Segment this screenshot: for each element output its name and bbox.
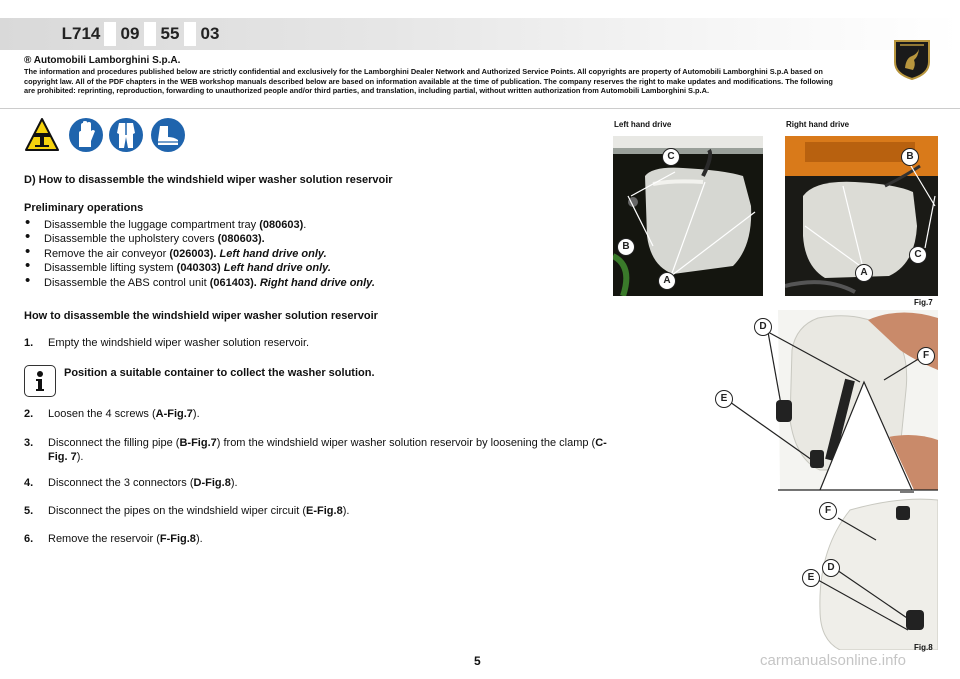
protective-gloves-icon bbox=[68, 117, 104, 153]
preliminary-title: Preliminary operations bbox=[24, 202, 144, 214]
callout-c: C bbox=[662, 148, 680, 166]
callout-e: E bbox=[715, 390, 733, 408]
safety-shoes-icon bbox=[150, 117, 186, 153]
figure-reference: F-Fig.8 bbox=[159, 533, 196, 545]
step-1 bbox=[24, 336, 624, 350]
list-item bbox=[24, 261, 375, 275]
fig7-left-photo bbox=[613, 136, 763, 296]
item-text: Disassemble the ABS control unit bbox=[44, 276, 210, 289]
reservoir-illustration bbox=[613, 136, 763, 296]
page-number: 5 bbox=[474, 654, 481, 668]
step-3 bbox=[24, 436, 624, 464]
step-text: Empty the windshield wiper washer solution reservoir. bbox=[48, 337, 310, 349]
info-icon bbox=[24, 365, 56, 397]
step-text: ). bbox=[76, 451, 84, 463]
callout-a: A bbox=[855, 264, 873, 282]
item-tail: . bbox=[303, 219, 307, 231]
watermark: carmanualsonline.info bbox=[760, 652, 906, 669]
copyright-text: The information and procedures published below are strictly confidential and exclusively for the Lamborghini Dealer Network and Authorized Service Points. All copyrights are property of Automobili Lamborghini S.p.A based on copyright law. All of the PDF chapters in the WEB workshop manuals described below are based on information available at the time of publication. The company reserves the right to make updates and modifications. The following are prohibited: reprinting, reproduction, forwarding to unauthorized people and/or third parties, and translation, including partial, without written authorization from Automobili Lamborghini S.p.A. bbox=[24, 67, 833, 95]
step-text: Disconnect the pipes on the windshield wiper circuit ( bbox=[48, 505, 307, 517]
lamborghini-logo-icon bbox=[892, 38, 932, 80]
step-text: ). bbox=[342, 505, 350, 517]
fig8-photos bbox=[700, 310, 938, 650]
list-item bbox=[24, 276, 375, 290]
item-note: Left hand drive only. bbox=[220, 262, 331, 275]
item-text: Disassemble the upholstery covers bbox=[44, 233, 218, 246]
step-text: Disconnect the filling pipe ( bbox=[48, 437, 180, 449]
preliminary-operations bbox=[24, 202, 375, 290]
copyright-notice bbox=[24, 55, 844, 96]
right-hand-drive-caption: Right hand drive bbox=[786, 120, 850, 129]
item-code: (061403). bbox=[209, 276, 257, 289]
manual-code: L714 bbox=[61, 24, 101, 43]
step-text: Disconnect the 3 connectors ( bbox=[48, 477, 194, 489]
step-number: 4. bbox=[24, 477, 34, 489]
item-code: (080603) bbox=[259, 219, 304, 231]
callout-d: D bbox=[822, 559, 840, 577]
step-number: 6. bbox=[24, 533, 34, 545]
divider bbox=[0, 108, 960, 109]
callout-f: F bbox=[917, 347, 935, 365]
code-separator bbox=[144, 22, 156, 46]
item-code: (080603). bbox=[217, 233, 265, 246]
code-separator bbox=[184, 22, 196, 46]
hand-crush-warning-icon bbox=[24, 117, 60, 153]
step-text: ). bbox=[195, 533, 203, 545]
step-number: 2. bbox=[24, 408, 34, 420]
callout-c: C bbox=[909, 246, 927, 264]
figure-reference: C-Fig. 7 bbox=[48, 437, 607, 463]
callout-d: D bbox=[754, 318, 772, 336]
step-4 bbox=[24, 476, 624, 490]
callout-b: B bbox=[617, 238, 635, 256]
item-code: (040303) bbox=[176, 262, 221, 275]
subgroup-code: 55 bbox=[160, 24, 180, 43]
fig7-right-photo bbox=[785, 136, 938, 296]
callout-f: F bbox=[819, 502, 837, 520]
step-2 bbox=[24, 407, 624, 421]
step-text: ). bbox=[230, 477, 238, 489]
item-code: (026003). bbox=[169, 247, 217, 260]
callout-a: A bbox=[658, 272, 676, 290]
step-number: 1. bbox=[24, 337, 34, 349]
item-text: Disassemble the luggage compartment tray bbox=[44, 219, 260, 231]
figure-reference: B-Fig.7 bbox=[179, 437, 217, 449]
fig8-label: Fig.8 bbox=[914, 643, 933, 652]
item-text: Disassemble lifting system bbox=[44, 262, 177, 275]
list-item bbox=[24, 218, 375, 232]
step-text: ). bbox=[192, 408, 200, 420]
protective-overalls-icon bbox=[108, 117, 144, 153]
list-item bbox=[24, 247, 375, 261]
figure-reference: E-Fig.8 bbox=[306, 505, 343, 517]
step-5 bbox=[24, 504, 624, 518]
procedure-title: How to disassemble the windshield wiper washer solution reservoir bbox=[24, 310, 378, 322]
fig7-label: Fig.7 bbox=[914, 298, 933, 307]
code-separator bbox=[104, 22, 116, 46]
step-number: 3. bbox=[24, 437, 34, 449]
step-number: 5. bbox=[24, 505, 34, 517]
list-item bbox=[24, 232, 375, 246]
note-text: Position a suitable container to collect the washer solution. bbox=[64, 367, 375, 379]
copyright-title: ® Automobili Lamborghini S.p.A. bbox=[24, 55, 181, 66]
step-text: Loosen the 4 screws ( bbox=[48, 408, 156, 420]
operation-code: 03 bbox=[200, 24, 220, 43]
group-code: 09 bbox=[120, 24, 140, 43]
step-text: Remove the reservoir ( bbox=[48, 533, 160, 545]
callout-b: B bbox=[901, 148, 919, 166]
figure-reference: A-Fig.7 bbox=[155, 408, 193, 420]
section-title: D) How to disassemble the windshield wiper washer solution reservoir bbox=[24, 174, 393, 186]
left-hand-drive-caption: Left hand drive bbox=[614, 120, 672, 129]
step-6 bbox=[24, 532, 624, 546]
item-note: Right hand drive only. bbox=[256, 276, 375, 289]
step-text: ) from the windshield wiper washer solution reservoir by loosening the clamp ( bbox=[216, 437, 596, 449]
figure-reference: D-Fig.8 bbox=[193, 477, 231, 489]
item-note: Left hand drive only. bbox=[216, 247, 327, 260]
item-text: Remove the air conveyor bbox=[44, 247, 170, 260]
callout-e: E bbox=[802, 569, 820, 587]
